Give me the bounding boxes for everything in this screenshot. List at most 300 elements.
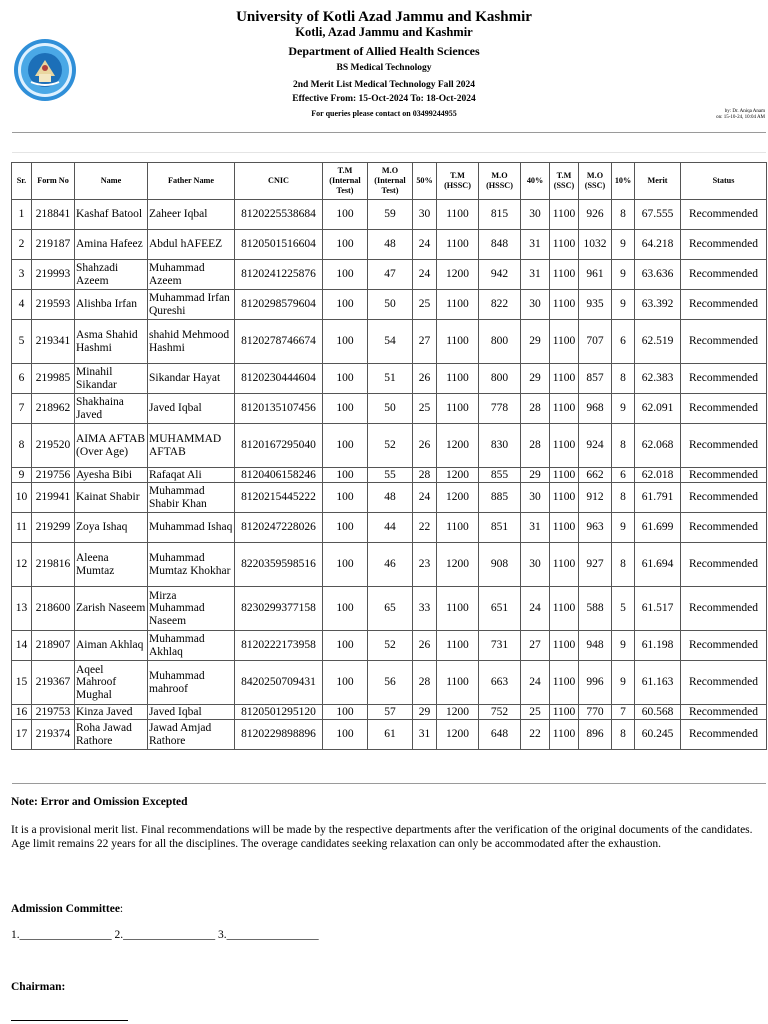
cell-10pct: 5 <box>612 587 635 631</box>
cell-mo-ssc: 963 <box>579 513 612 543</box>
merit-table-body <box>12 200 767 750</box>
cell-cnic: 8120298579604 <box>235 290 323 320</box>
cell-father-name: Muhammad Azeem <box>148 260 235 290</box>
cell-merit: 62.091 <box>635 394 681 424</box>
cell-tm-ssc: 1100 <box>550 394 579 424</box>
table-row <box>12 587 767 631</box>
cell-tm-test: 100 <box>323 661 368 705</box>
cell-40pct: 30 <box>521 483 550 513</box>
cell-sr: 10 <box>12 483 32 513</box>
effective-dates: Effective From: 15-Oct-2024 To: 18-Oct-2024 <box>292 94 476 105</box>
cell-10pct: 6 <box>612 468 635 483</box>
cell-sr: 9 <box>12 468 32 483</box>
cell-50pct: 26 <box>413 424 437 468</box>
cell-status: Recommended <box>681 424 767 468</box>
cell-50pct: 31 <box>413 720 437 750</box>
cell-name: AIMA AFTAB (Over Age) <box>75 424 148 468</box>
cell-mo-test: 50 <box>368 394 413 424</box>
cell-mo-ssc: 857 <box>579 364 612 394</box>
cell-name: Minahil Sikandar <box>75 364 148 394</box>
cell-tm-hssc: 1100 <box>437 513 479 543</box>
cell-10pct: 8 <box>612 483 635 513</box>
cell-status: Recommended <box>681 543 767 587</box>
cell-mo-test: 65 <box>368 587 413 631</box>
cell-name: Kashaf Batool <box>75 200 148 230</box>
cell-merit: 61.198 <box>635 631 681 661</box>
cell-mo-test: 44 <box>368 513 413 543</box>
cell-status: Recommended <box>681 587 767 631</box>
cell-mo-test: 52 <box>368 631 413 661</box>
cell-merit: 63.636 <box>635 260 681 290</box>
cell-mo-hssc: 815 <box>479 200 521 230</box>
table-row <box>12 260 767 290</box>
col-father-name: Father Name <box>148 163 235 200</box>
cell-10pct: 9 <box>612 661 635 705</box>
cell-tm-hssc: 1100 <box>437 320 479 364</box>
cell-mo-ssc: 961 <box>579 260 612 290</box>
cell-form-no: 219816 <box>32 543 75 587</box>
cell-tm-ssc: 1100 <box>550 200 579 230</box>
cell-form-no: 219753 <box>32 705 75 720</box>
cell-50pct: 26 <box>413 364 437 394</box>
cell-name: Alishba Irfan <box>75 290 148 320</box>
cell-sr: 11 <box>12 513 32 543</box>
cell-50pct: 30 <box>413 200 437 230</box>
table-row <box>12 290 767 320</box>
cell-name: Aqeel Mahroof Mughal <box>75 661 148 705</box>
cell-name: Zarish Naseem <box>75 587 148 631</box>
cell-tm-ssc: 1100 <box>550 260 579 290</box>
cell-40pct: 29 <box>521 320 550 364</box>
cell-tm-ssc: 1100 <box>550 705 579 720</box>
cell-merit: 61.694 <box>635 543 681 587</box>
cell-mo-ssc: 926 <box>579 200 612 230</box>
department-title: Department of Allied Health Sciences <box>288 44 480 58</box>
cell-tm-test: 100 <box>323 631 368 661</box>
cell-tm-test: 100 <box>323 720 368 750</box>
cell-sr: 2 <box>12 230 32 260</box>
cell-tm-hssc: 1100 <box>437 587 479 631</box>
cell-50pct: 25 <box>413 290 437 320</box>
col-cnic: CNIC <box>235 163 323 200</box>
cell-status: Recommended <box>681 394 767 424</box>
col-tm-test: T.M (Internal Test) <box>323 163 368 200</box>
cell-10pct: 9 <box>612 230 635 260</box>
cell-sr: 7 <box>12 394 32 424</box>
cell-mo-hssc: 942 <box>479 260 521 290</box>
cell-form-no: 219993 <box>32 260 75 290</box>
university-location: Kotli, Azad Jammu and Kashmir <box>295 25 473 39</box>
cell-cnic: 8120278746674 <box>235 320 323 364</box>
col-merit: Merit <box>635 163 681 200</box>
cell-sr: 14 <box>12 631 32 661</box>
cell-cnic: 8120230444604 <box>235 364 323 394</box>
cell-cnic: 8230299377158 <box>235 587 323 631</box>
cell-tm-test: 100 <box>323 394 368 424</box>
cell-sr: 6 <box>12 364 32 394</box>
cell-mo-test: 59 <box>368 200 413 230</box>
cell-50pct: 22 <box>413 513 437 543</box>
cell-mo-ssc: 588 <box>579 587 612 631</box>
cell-tm-hssc: 1100 <box>437 394 479 424</box>
cell-status: Recommended <box>681 364 767 394</box>
cell-mo-test: 48 <box>368 230 413 260</box>
cell-father-name: MUHAMMAD AFTAB <box>148 424 235 468</box>
cell-sr: 16 <box>12 705 32 720</box>
cell-cnic: 8120406158246 <box>235 468 323 483</box>
table-row <box>12 230 767 260</box>
cell-mo-hssc: 651 <box>479 587 521 631</box>
cell-tm-ssc: 1100 <box>550 720 579 750</box>
cell-form-no: 218962 <box>32 394 75 424</box>
cell-mo-hssc: 830 <box>479 424 521 468</box>
col-50pct: 50% <box>413 163 437 200</box>
cell-tm-test: 100 <box>323 424 368 468</box>
cell-mo-ssc: 707 <box>579 320 612 364</box>
cell-40pct: 30 <box>521 290 550 320</box>
cell-cnic: 8220359598516 <box>235 543 323 587</box>
cell-50pct: 26 <box>413 631 437 661</box>
cell-tm-hssc: 1100 <box>437 364 479 394</box>
cell-mo-test: 51 <box>368 364 413 394</box>
cell-name: Roha Jawad Rathore <box>75 720 148 750</box>
cell-status: Recommended <box>681 720 767 750</box>
cell-form-no: 219985 <box>32 364 75 394</box>
cell-tm-test: 100 <box>323 705 368 720</box>
cell-mo-test: 55 <box>368 468 413 483</box>
cell-tm-ssc: 1100 <box>550 587 579 631</box>
cell-50pct: 28 <box>413 661 437 705</box>
cell-mo-test: 57 <box>368 705 413 720</box>
cell-tm-test: 100 <box>323 543 368 587</box>
cell-name: Amina Hafeez <box>75 230 148 260</box>
cell-sr: 13 <box>12 587 32 631</box>
cell-50pct: 29 <box>413 705 437 720</box>
cell-mo-hssc: 800 <box>479 364 521 394</box>
university-title: University of Kotli Azad Jammu and Kashmir <box>236 9 532 25</box>
cell-cnic: 8420250709431 <box>235 661 323 705</box>
cell-name: Aleena Mumtaz <box>75 543 148 587</box>
cell-tm-ssc: 1100 <box>550 631 579 661</box>
cell-50pct: 23 <box>413 543 437 587</box>
cell-form-no: 219187 <box>32 230 75 260</box>
cell-merit: 62.018 <box>635 468 681 483</box>
cell-mo-test: 47 <box>368 260 413 290</box>
cell-name: Shakhaina Javed <box>75 394 148 424</box>
col-tm-hssc: T.M (HSSC) <box>437 163 479 200</box>
cell-40pct: 31 <box>521 230 550 260</box>
cell-name: Asma Shahid Hashmi <box>75 320 148 364</box>
cell-mo-hssc: 855 <box>479 468 521 483</box>
cell-cnic: 8120247228026 <box>235 513 323 543</box>
table-row <box>12 483 767 513</box>
cell-tm-test: 100 <box>323 230 368 260</box>
cell-tm-hssc: 1200 <box>437 424 479 468</box>
col-40pct: 40% <box>521 163 550 200</box>
cell-mo-ssc: 924 <box>579 424 612 468</box>
cell-tm-hssc: 1200 <box>437 483 479 513</box>
cell-10pct: 8 <box>612 364 635 394</box>
cell-tm-ssc: 1100 <box>550 230 579 260</box>
cell-mo-test: 56 <box>368 661 413 705</box>
col-tm-ssc: T.M (SSC) <box>550 163 579 200</box>
cell-10pct: 8 <box>612 200 635 230</box>
col-form-no: Form No <box>32 163 75 200</box>
cell-10pct: 9 <box>612 260 635 290</box>
cell-10pct: 9 <box>612 513 635 543</box>
cell-sr: 4 <box>12 290 32 320</box>
cell-merit: 61.791 <box>635 483 681 513</box>
cell-sr: 5 <box>12 320 32 364</box>
cell-tm-hssc: 1200 <box>437 260 479 290</box>
cell-father-name: Zaheer Iqbal <box>148 200 235 230</box>
cell-father-name: Jawad Amjad Rathore <box>148 720 235 750</box>
cell-50pct: 24 <box>413 260 437 290</box>
cell-form-no: 219367 <box>32 661 75 705</box>
cell-sr: 8 <box>12 424 32 468</box>
cell-mo-ssc: 927 <box>579 543 612 587</box>
cell-40pct: 31 <box>521 260 550 290</box>
cell-father-name: Muhammad Akhlaq <box>148 631 235 661</box>
cell-40pct: 24 <box>521 661 550 705</box>
cell-tm-ssc: 1100 <box>550 483 579 513</box>
cell-tm-test: 100 <box>323 513 368 543</box>
cell-sr: 3 <box>12 260 32 290</box>
table-row <box>12 543 767 587</box>
committee-label: Admission Committee <box>11 903 120 915</box>
cell-tm-test: 100 <box>323 290 368 320</box>
cell-status: Recommended <box>681 631 767 661</box>
cell-merit: 61.699 <box>635 513 681 543</box>
cell-mo-hssc: 731 <box>479 631 521 661</box>
cell-tm-test: 100 <box>323 468 368 483</box>
cell-tm-test: 100 <box>323 483 368 513</box>
cell-father-name: Abdul hAFEEZ <box>148 230 235 260</box>
cell-cnic: 8120215445222 <box>235 483 323 513</box>
cell-form-no: 219941 <box>32 483 75 513</box>
cell-form-no: 219756 <box>32 468 75 483</box>
cell-name: Kainat Shabir <box>75 483 148 513</box>
cell-name: Kinza Javed <box>75 705 148 720</box>
cell-cnic: 8120241225876 <box>235 260 323 290</box>
table-row <box>12 468 767 483</box>
cell-40pct: 28 <box>521 394 550 424</box>
cell-father-name: Muhammad Shabir Khan <box>148 483 235 513</box>
cell-10pct: 6 <box>612 320 635 364</box>
cell-mo-ssc: 662 <box>579 468 612 483</box>
cell-tm-ssc: 1100 <box>550 290 579 320</box>
cell-tm-hssc: 1200 <box>437 468 479 483</box>
cell-10pct: 9 <box>612 290 635 320</box>
cell-father-name: Muhammad Ishaq <box>148 513 235 543</box>
cell-tm-ssc: 1100 <box>550 320 579 364</box>
cell-40pct: 30 <box>521 200 550 230</box>
admission-committee <box>11 903 123 915</box>
cell-merit: 61.163 <box>635 661 681 705</box>
cell-father-name: Javed Iqbal <box>148 705 235 720</box>
cell-40pct: 31 <box>521 513 550 543</box>
footer-divider <box>12 783 766 784</box>
cell-tm-test: 100 <box>323 364 368 394</box>
note-body: It is a provisional merit list. Final recommendations will be made by the respective departments after the verification of the original documents of the candidates. Age limit remains 22 years for all the disciplines. The overage candidates seeking relaxation can only be accommodated after the exhaustion. <box>11 824 753 850</box>
cell-form-no: 219374 <box>32 720 75 750</box>
note-title: Note: Error and Omission Excepted <box>11 796 188 808</box>
header-divider-light <box>12 152 766 153</box>
cell-father-name: Mirza Muhammad Naseem <box>148 587 235 631</box>
cell-status: Recommended <box>681 200 767 230</box>
cell-cnic: 8120225538684 <box>235 200 323 230</box>
cell-father-name: Sikandar Hayat <box>148 364 235 394</box>
table-row <box>12 631 767 661</box>
cell-form-no: 218600 <box>32 587 75 631</box>
cell-tm-hssc: 1200 <box>437 705 479 720</box>
cell-40pct: 24 <box>521 587 550 631</box>
cell-status: Recommended <box>681 230 767 260</box>
cell-tm-hssc: 1100 <box>437 661 479 705</box>
cell-tm-ssc: 1100 <box>550 543 579 587</box>
table-row <box>12 705 767 720</box>
cell-10pct: 8 <box>612 543 635 587</box>
cell-status: Recommended <box>681 661 767 705</box>
col-mo-ssc: M.O (SSC) <box>579 163 612 200</box>
cell-sr: 15 <box>12 661 32 705</box>
program-title: BS Medical Technology <box>336 63 432 74</box>
cell-status: Recommended <box>681 468 767 483</box>
printed-by: by: Dr. Aniqa Anam on: 15-10-24, 10:04 AM <box>716 109 765 120</box>
cell-10pct: 8 <box>612 424 635 468</box>
cell-40pct: 29 <box>521 364 550 394</box>
table-row <box>12 200 767 230</box>
col-name: Name <box>75 163 148 200</box>
cell-tm-ssc: 1100 <box>550 424 579 468</box>
cell-10pct: 9 <box>612 631 635 661</box>
cell-40pct: 30 <box>521 543 550 587</box>
cell-mo-hssc: 648 <box>479 720 521 750</box>
cell-50pct: 28 <box>413 468 437 483</box>
col-sr: Sr. <box>12 163 32 200</box>
cell-50pct: 27 <box>413 320 437 364</box>
cell-50pct: 33 <box>413 587 437 631</box>
cell-father-name: Muhammad Irfan Qureshi <box>148 290 235 320</box>
cell-name: Shahzadi Azeem <box>75 260 148 290</box>
cell-mo-ssc: 896 <box>579 720 612 750</box>
table-row <box>12 661 767 705</box>
cell-tm-ssc: 1100 <box>550 364 579 394</box>
cell-status: Recommended <box>681 260 767 290</box>
cell-50pct: 24 <box>413 230 437 260</box>
col-10pct: 10% <box>612 163 635 200</box>
cell-40pct: 28 <box>521 424 550 468</box>
cell-40pct: 29 <box>521 468 550 483</box>
cell-form-no: 218907 <box>32 631 75 661</box>
cell-merit: 62.383 <box>635 364 681 394</box>
cell-mo-hssc: 822 <box>479 290 521 320</box>
table-row <box>12 424 767 468</box>
cell-tm-ssc: 1100 <box>550 468 579 483</box>
cell-merit: 61.517 <box>635 587 681 631</box>
cell-sr: 1 <box>12 200 32 230</box>
cell-form-no: 219520 <box>32 424 75 468</box>
cell-mo-ssc: 770 <box>579 705 612 720</box>
cell-father-name: shahid Mehmood Hashmi <box>148 320 235 364</box>
cell-mo-test: 52 <box>368 424 413 468</box>
table-row <box>12 364 767 394</box>
cell-cnic: 8120501295120 <box>235 705 323 720</box>
cell-tm-hssc: 1100 <box>437 290 479 320</box>
cell-tm-test: 100 <box>323 320 368 364</box>
cell-tm-test: 100 <box>323 260 368 290</box>
cell-cnic: 8120135107456 <box>235 394 323 424</box>
cell-name: Zoya Ishaq <box>75 513 148 543</box>
table-row <box>12 513 767 543</box>
cell-merit: 60.245 <box>635 720 681 750</box>
cell-tm-test: 100 <box>323 587 368 631</box>
cell-mo-ssc: 968 <box>579 394 612 424</box>
document-header <box>0 8 768 118</box>
cell-10pct: 9 <box>612 394 635 424</box>
cell-merit: 62.519 <box>635 320 681 364</box>
cell-merit: 62.068 <box>635 424 681 468</box>
cell-mo-test: 54 <box>368 320 413 364</box>
cell-form-no: 219299 <box>32 513 75 543</box>
cell-merit: 60.568 <box>635 705 681 720</box>
table-row <box>12 394 767 424</box>
merit-table <box>11 162 767 750</box>
cell-tm-hssc: 1200 <box>437 543 479 587</box>
cell-mo-hssc: 800 <box>479 320 521 364</box>
cell-mo-hssc: 908 <box>479 543 521 587</box>
cell-mo-ssc: 912 <box>579 483 612 513</box>
university-logo-icon <box>13 38 77 102</box>
cell-mo-hssc: 752 <box>479 705 521 720</box>
cell-40pct: 27 <box>521 631 550 661</box>
cell-tm-ssc: 1100 <box>550 661 579 705</box>
header-divider <box>12 132 766 133</box>
col-status: Status <box>681 163 767 200</box>
cell-father-name: Muhammad Mumtaz Khokhar <box>148 543 235 587</box>
cell-cnic: 8120501516604 <box>235 230 323 260</box>
cell-father-name: Javed Iqbal <box>148 394 235 424</box>
cell-10pct: 7 <box>612 705 635 720</box>
cell-40pct: 22 <box>521 720 550 750</box>
cell-mo-ssc: 935 <box>579 290 612 320</box>
chairman-signature-line <box>11 1020 128 1021</box>
cell-mo-hssc: 663 <box>479 661 521 705</box>
cell-mo-test: 48 <box>368 483 413 513</box>
cell-form-no: 219593 <box>32 290 75 320</box>
col-mo-test: M.O (Internal Test) <box>368 163 413 200</box>
cell-mo-ssc: 996 <box>579 661 612 705</box>
cell-name: Aiman Akhlaq <box>75 631 148 661</box>
cell-status: Recommended <box>681 513 767 543</box>
cell-status: Recommended <box>681 290 767 320</box>
cell-mo-hssc: 885 <box>479 483 521 513</box>
cell-mo-test: 50 <box>368 290 413 320</box>
cell-sr: 12 <box>12 543 32 587</box>
cell-tm-hssc: 1100 <box>437 230 479 260</box>
table-row <box>12 720 767 750</box>
cell-mo-hssc: 851 <box>479 513 521 543</box>
cell-mo-ssc: 1032 <box>579 230 612 260</box>
committee-colon: : <box>119 903 124 915</box>
table-header-row <box>12 163 767 200</box>
cell-cnic: 8120222173958 <box>235 631 323 661</box>
cell-tm-hssc: 1100 <box>437 631 479 661</box>
cell-tm-test: 100 <box>323 200 368 230</box>
chairman-label: Chairman: <box>11 981 66 993</box>
cell-tm-hssc: 1200 <box>437 720 479 750</box>
cell-mo-test: 61 <box>368 720 413 750</box>
